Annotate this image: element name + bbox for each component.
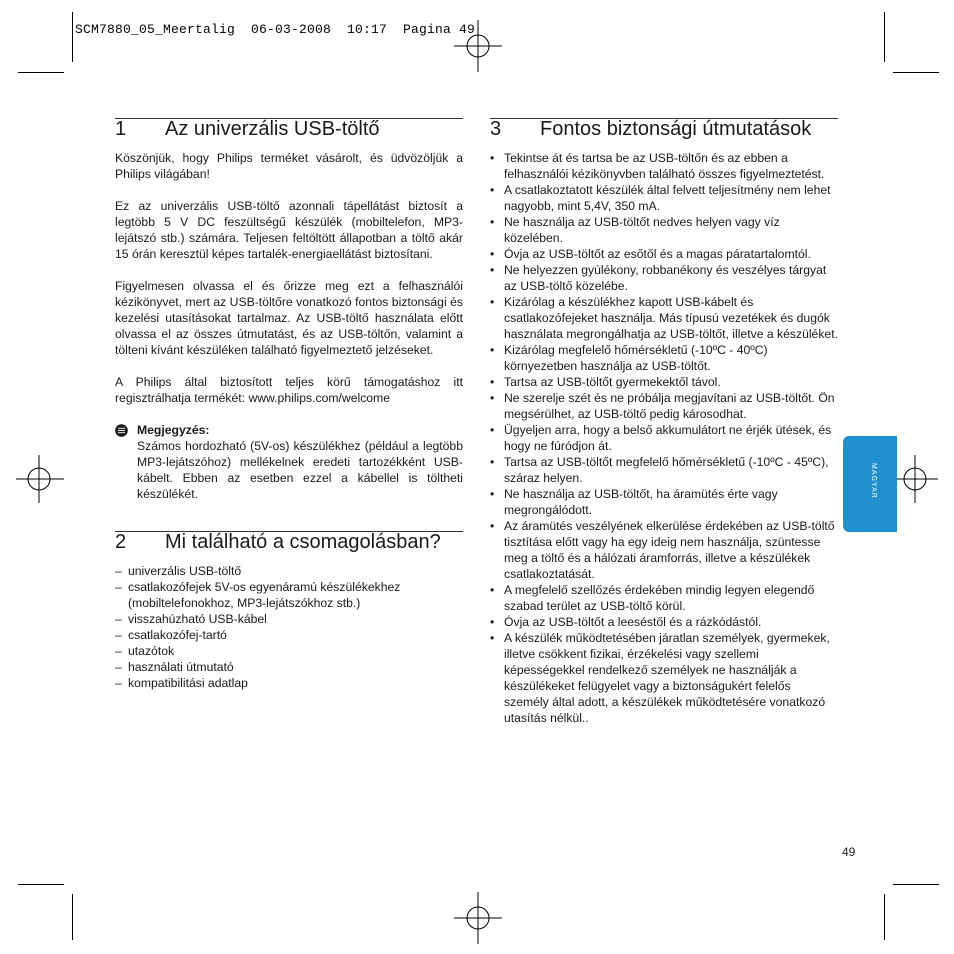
section-1-title: Az univerzális USB-töltő bbox=[165, 118, 380, 140]
list-item: – utazótok bbox=[115, 643, 463, 659]
package-contents-list bbox=[115, 563, 463, 691]
note-title: Megjegyzés: bbox=[137, 423, 210, 437]
description-paragraph: Ez az univerzális USB-töltő azonnali tápellátást biztosít a legtöbb 5 V DC feszültségű készülék (mobiltelefon, MP3-lejátszó stb.) számára. Teljesen feltöltött állapotban a töltő akár 15 órán keresztül képes tartalék-energiaellátást biztosítani. bbox=[115, 199, 463, 261]
note-icon bbox=[115, 424, 128, 437]
list-item: • Az áramütés veszélyének elkerülése érdekében az USB-töltő tisztítása előtt vagy ha egy ideig nem használja, szüntesse meg a töltő és a hálózati áramforrás, illetve a készülékek csatlakoztatását. bbox=[490, 518, 838, 582]
section-2-title: Mi található a csomagolásban? bbox=[165, 531, 441, 553]
section-1-heading bbox=[115, 118, 463, 140]
crop-mark bbox=[18, 884, 64, 885]
registration-paragraph: A Philips által biztosított teljes körű támogatáshoz itt regisztrálhatja termékét: www.philips.com/welcome bbox=[115, 375, 463, 405]
list-item: – visszahúzható USB-kábel bbox=[115, 611, 463, 627]
section-2-heading bbox=[115, 531, 463, 553]
list-item: • Ne használja az USB-töltőt nedves helyen vagy víz közelében. bbox=[490, 214, 838, 246]
crop-mark bbox=[893, 884, 939, 885]
safety-instructions-list bbox=[490, 150, 838, 726]
list-item: • Óvja az USB-töltőt az esőtől és a magas páratartalomtól. bbox=[490, 246, 838, 262]
list-item: • A csatlakoztatott készülék által felvett teljesítmény nem lehet nagyobb, mint 5,4V, 350 mA. bbox=[490, 182, 838, 214]
instructions-paragraph: Figyelmesen olvassa el és őrizze meg ezt a felhasználói kézikönyvet, mert az USB-töltőre vonatkozó fontos biztonsági és kezelési utasításokat tartalmaz. Az USB-töltő használata előtt olvassa el az összes útmutatást, és az USB-töltőn, valamint a tölteni kívánt készüléken található figyelmeztető jelzéseket. bbox=[115, 279, 463, 357]
section-3 bbox=[490, 118, 838, 726]
section-2-number: 2 bbox=[115, 531, 127, 553]
list-item: – csatlakozófej-tartó bbox=[115, 627, 463, 643]
list-item: – kompatibilitási adatlap bbox=[115, 675, 463, 691]
note-block bbox=[115, 422, 463, 502]
section-3-number: 3 bbox=[490, 118, 502, 140]
language-tab-label: MAGYAR bbox=[870, 463, 877, 499]
crop-mark bbox=[72, 12, 73, 62]
registration-mark-top bbox=[450, 18, 506, 74]
right-column bbox=[490, 118, 838, 726]
list-item: • Óvja az USB-töltőt a leeséstől és a rázkódástól. bbox=[490, 614, 838, 630]
crop-mark bbox=[18, 72, 64, 73]
list-item: – használati útmutató bbox=[115, 659, 463, 675]
crop-mark bbox=[893, 72, 939, 73]
list-item: – csatlakozófejek 5V-os egyenáramú készülékekhez (mobiltelefonokhoz, MP3-lejátszókhoz stb.) bbox=[115, 579, 463, 611]
list-item: • Ügyeljen arra, hogy a belső akkumulátort ne érjék ütések, és hogy ne fúródjon át. bbox=[490, 422, 838, 454]
list-item: • Kizárólag megfelelő hőmérsékletű (-10ºC - 40ºC) környezetben használja az USB-töltőt. bbox=[490, 342, 838, 374]
list-item: • Tartsa az USB-töltőt megfelelő hőmérsékletű (-10ºC - 45ºC), száraz helyen. bbox=[490, 454, 838, 486]
page-number: 49 bbox=[842, 845, 856, 859]
section-1 bbox=[115, 118, 463, 502]
printer-slug: SCM7880_05_Meertalig 06-03-2008 10:17 Pagina 49 bbox=[75, 22, 476, 37]
crop-mark bbox=[884, 894, 885, 940]
list-item: • Ne használja az USB-töltőt, ha áramütés érte vagy megrongálódott. bbox=[490, 486, 838, 518]
list-item: • Tekintse át és tartsa be az USB-töltőn és az ebben a felhasználói kézikönyvben található összes figyelmeztetést. bbox=[490, 150, 838, 182]
list-item: • Tartsa az USB-töltőt gyermekektől távol. bbox=[490, 374, 838, 390]
list-item: • A készülék működtetésében járatlan személyek, gyermekek, illetve csökkent fizikai, érzékelési vagy szellemi képességekkel rendelkező személyek ne használják a készülékeket felügyelet vagy a biztonságukért felelős személy által adott, a készülékek működtetésére vonatkozó utasítás nélkül.. bbox=[490, 630, 838, 726]
registration-mark-bottom bbox=[450, 890, 506, 946]
note-body: Számos hordozható (5V-os) készülékhez (például a legtöbb MP3-lejátszóhoz) mellékelnek eredeti tartozékként USB-kábelt. Ebben az esetben ezzel a kábellel is töltheti készülékét. bbox=[137, 439, 463, 501]
left-column bbox=[115, 118, 463, 691]
registration-mark-left bbox=[14, 451, 70, 507]
list-item: • Kizárólag a készülékhez kapott USB-kábelt és csatlakozófejeket használja. Más típusú vezetékek és dugók használata megrongálhatja az USB-töltőt, illetve a készüléket. bbox=[490, 294, 838, 342]
section-3-heading bbox=[490, 118, 838, 140]
intro-paragraph: Köszönjük, hogy Philips terméket vásárolt, és üdvözöljük a Philips világában! bbox=[115, 151, 463, 181]
section-3-title: Fontos biztonsági útmutatások bbox=[540, 118, 812, 140]
section-1-number: 1 bbox=[115, 118, 127, 140]
section-2 bbox=[115, 531, 463, 691]
list-item: • Ne helyezzen gyúlékony, robbanékony és veszélyes tárgyat az USB-töltő közelébe. bbox=[490, 262, 838, 294]
list-item: • Ne szerelje szét és ne próbálja megjavítani az USB-töltőt. Ön megsérülhet, az USB-töltő pedig károsodhat. bbox=[490, 390, 838, 422]
list-item: • A megfelelő szellőzés érdekében mindig legyen elegendő szabad terület az USB-töltő körül. bbox=[490, 582, 838, 614]
list-item: – univerzális USB-töltő bbox=[115, 563, 463, 579]
crop-mark bbox=[884, 12, 885, 62]
crop-mark bbox=[72, 894, 73, 940]
